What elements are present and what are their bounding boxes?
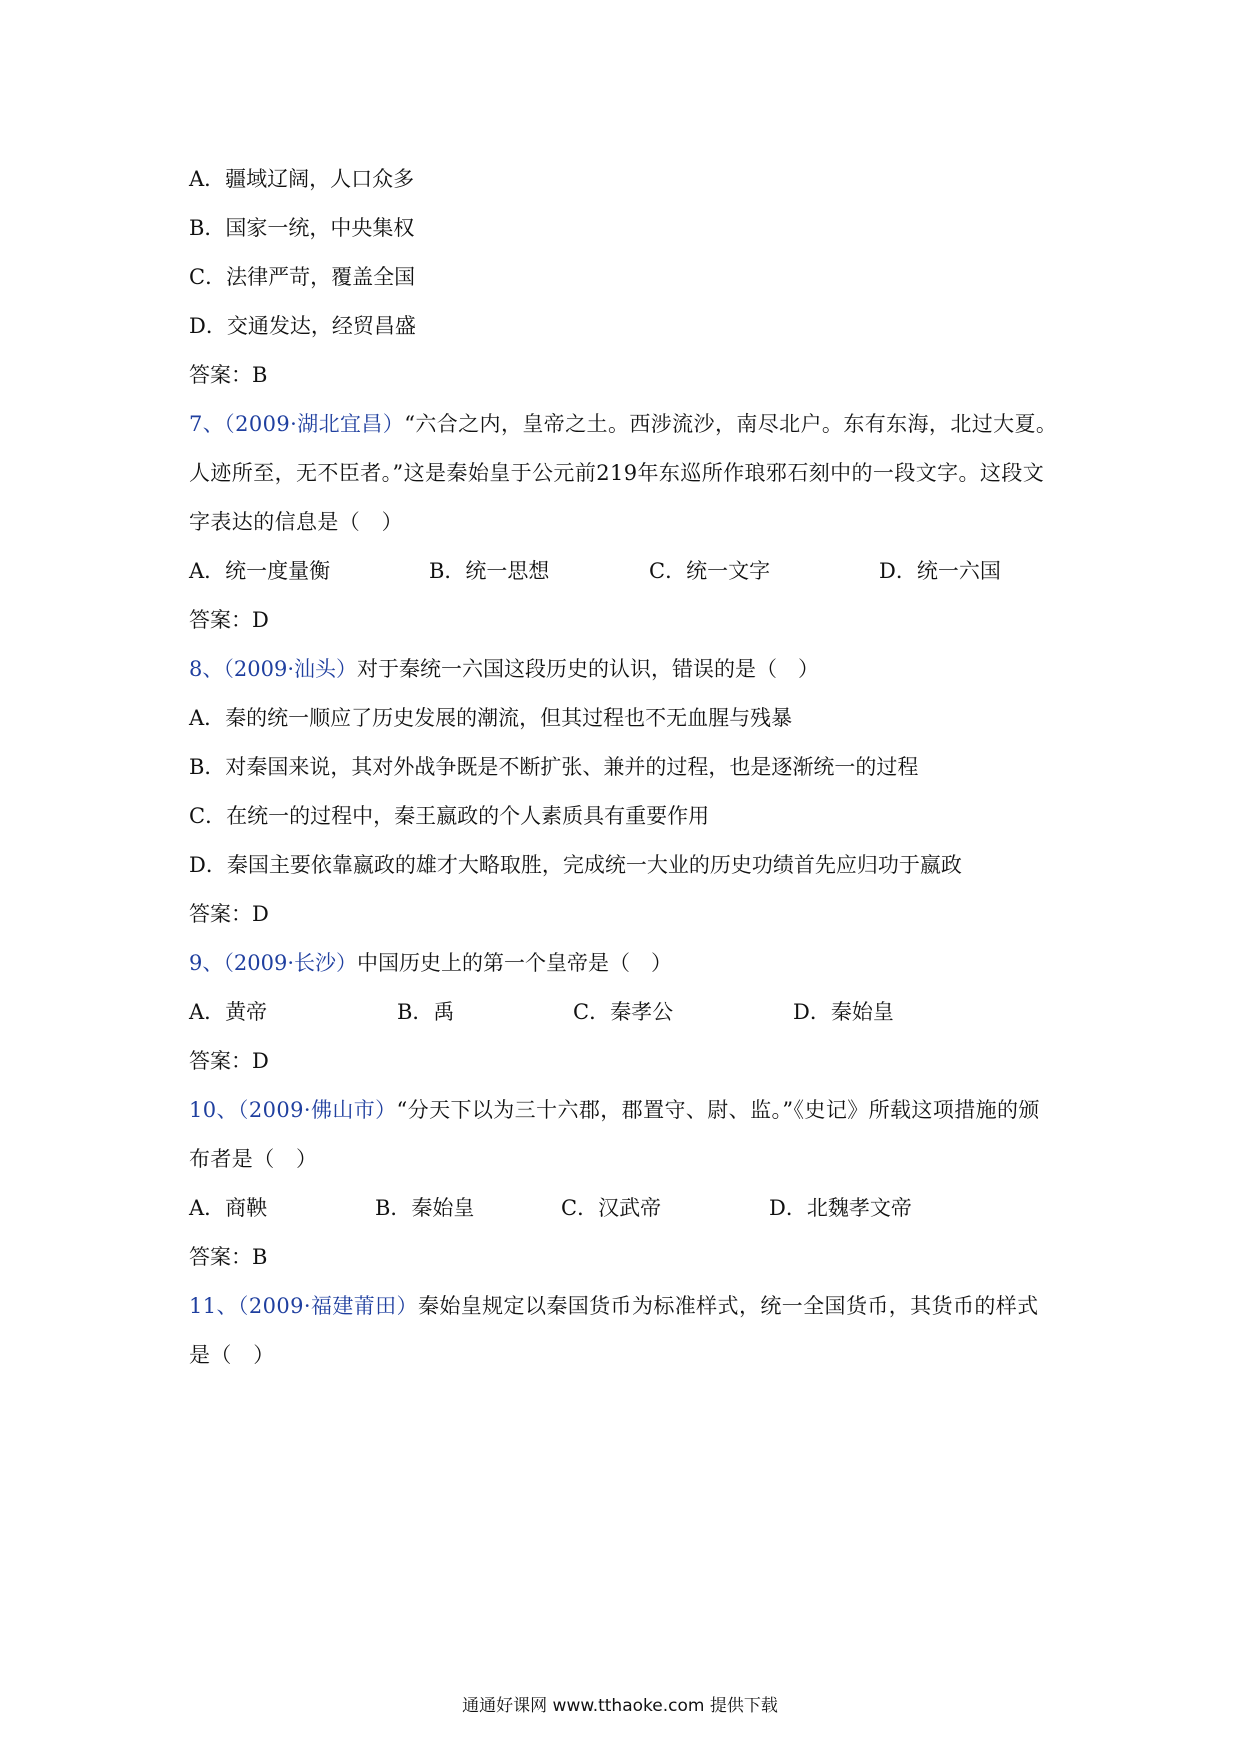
q11-source: （2009·福建莆田） xyxy=(237,1294,418,1318)
q10-option-a: A．商鞅 xyxy=(189,1196,268,1220)
q10-answer: 答案：B xyxy=(189,1245,268,1269)
q9-answer: 答案：D xyxy=(189,1049,269,1073)
q10-options xyxy=(189,1184,1059,1233)
q8-option-a: A．秦的统一顺应了历史发展的潮流，但其过程也不无血腥与残暴 xyxy=(189,706,793,730)
q9-option-d: D．秦始皇 xyxy=(793,1000,894,1024)
q11-stem xyxy=(189,1282,1059,1380)
q10-stem-text: “分天下以为三十六郡，郡置守、尉、监。”《史记》所载这项措施的颁布者是（ ） xyxy=(189,1098,1040,1171)
q8-option-c: C．在统一的过程中，秦王嬴政的个人素质具有重要作用 xyxy=(189,804,710,828)
q10-option-c: C．汉武帝 xyxy=(561,1196,662,1220)
q9-source: （2009·长沙） xyxy=(223,951,357,975)
q8-option-d: D．秦国主要依靠嬴政的雄才大略取胜，完成统一大业的历史功绩首先应归功于嬴政 xyxy=(189,853,962,877)
q7-option-b: B．统一思想 xyxy=(429,559,550,583)
q9-option-b: B．禹 xyxy=(397,1000,455,1024)
q7-stem xyxy=(189,400,1059,547)
q7-source: （2009·湖北宜昌） xyxy=(224,412,405,436)
q8-stem-text: 对于秦统一六国这段历史的认识，错误的是（ ） xyxy=(357,657,819,681)
q6-option-a: A．疆域辽阔，人口众多 xyxy=(189,167,415,191)
q10-option-b: B．秦始皇 xyxy=(375,1196,475,1220)
q9-stem xyxy=(189,939,1059,988)
q9-option-c: C．秦孝公 xyxy=(573,1000,674,1024)
q7-option-d: D．统一六国 xyxy=(879,559,1001,583)
q8-answer: 答案：D xyxy=(189,902,269,926)
q6-option-d: D．交通发达，经贸昌盛 xyxy=(189,314,416,338)
q8-option-b: B．对秦国来说，其对外战争既是不断扩张、兼并的过程，也是逐渐统一的过程 xyxy=(189,755,919,779)
q7-stem-text: “六合之内，皇帝之土。西涉流沙，南尽北户。东有东海，北过大夏。人迹所至，无不臣者。”这是秦始皇于公元前219年东巡所作琅邪石刻中的一段文字。这段文字表达的信息是（ ） xyxy=(189,412,1058,534)
q7-options xyxy=(189,547,1059,596)
q8-source: （2009·汕头） xyxy=(223,657,357,681)
q9-number: 9、 xyxy=(189,951,224,975)
q10-stem xyxy=(189,1086,1059,1184)
q8-number: 8、 xyxy=(189,657,224,681)
q9-stem-text: 中国历史上的第一个皇帝是（ ） xyxy=(357,951,672,975)
q9-options xyxy=(189,988,1059,1037)
q10-option-d: D．北魏孝文帝 xyxy=(769,1196,912,1220)
q6-answer: 答案：B xyxy=(189,363,268,387)
q8-stem xyxy=(189,645,1059,694)
q7-option-a: A．统一度量衡 xyxy=(189,559,331,583)
q6-option-b: B．国家一统，中央集权 xyxy=(189,216,415,240)
question-list xyxy=(189,155,1059,1380)
q7-answer: 答案：D xyxy=(189,608,269,632)
q7-option-c: C．统一文字 xyxy=(649,559,771,583)
q10-number: 10、 xyxy=(189,1098,238,1122)
q6-option-c: C．法律严苛，覆盖全国 xyxy=(189,265,416,289)
q10-source: （2009·佛山市） xyxy=(237,1098,397,1122)
page-footer: 通通好课网 www.tthaoke.com 提供下载 xyxy=(462,1696,778,1716)
q11-stem-text: 秦始皇规定以秦国货币为标准样式，统一全国货币，其货币的样式是（ ） xyxy=(189,1294,1039,1367)
q9-option-a: A．黄帝 xyxy=(189,1000,268,1024)
q11-number: 11、 xyxy=(189,1294,238,1318)
q7-number: 7、 xyxy=(189,412,225,436)
